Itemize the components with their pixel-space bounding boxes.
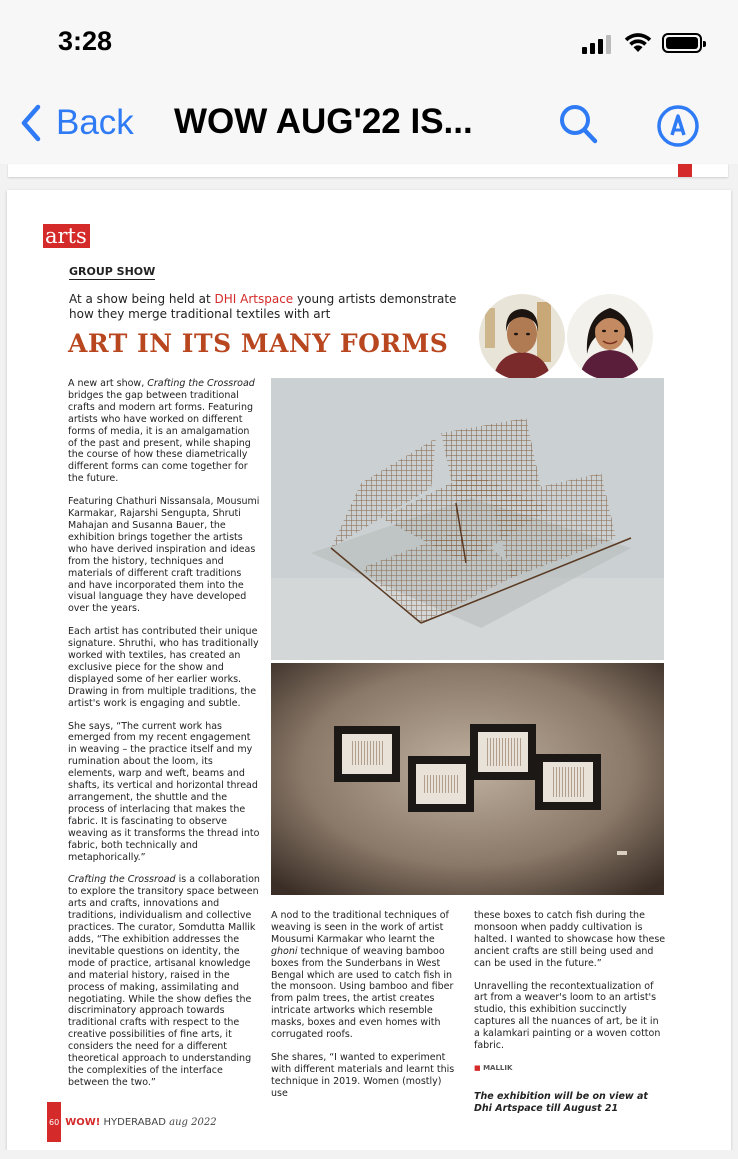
battery-icon xyxy=(662,33,702,53)
paragraph: A nod to the traditional techniques of weaving is seen in the work of artist Mousumi Karmakar who learnt the ghoni technique of weaving bamboo boxes from the Sunderbans in West Bengal which are used to catch fish in the monsoon. Using bamboo and fiber from palm trees, the artist creates intricate artworks which resemble masks, boxes and even homes with corrugated roofs. xyxy=(271,910,454,1041)
portrait-mousumi-karmakar xyxy=(479,294,565,380)
article-headline: ART IN ITS MANY FORMS xyxy=(68,329,449,358)
magazine-page[interactable] xyxy=(7,190,731,1150)
navigation-bar xyxy=(0,86,738,165)
search-button[interactable] xyxy=(558,102,600,150)
article-kicker: GROUP SHOW xyxy=(69,265,156,278)
paragraph: A new art show, Crafting the Crossroad bridges the gap between traditional crafts and modern art forms. Featuring artists who have worked on different forms of media, it is an amalgamation of the past and present, while shaping the course of how these diametrically different forms can come together for the future. xyxy=(68,378,255,485)
text-column-2 xyxy=(271,910,461,1111)
document-title: WOW AUG'22 IS... xyxy=(174,102,473,141)
previous-page-edge[interactable] xyxy=(8,164,728,177)
gallery-frames-photo xyxy=(271,663,664,895)
article-standfirst: At a show being held at DHI Artspace young artists demonstrate how they merge traditional textiles with art xyxy=(69,292,457,321)
section-tag: arts xyxy=(43,224,90,248)
author-byline: ■ MALLIK xyxy=(474,1063,513,1072)
page-footer xyxy=(47,1110,217,1134)
exhibition-note: The exhibition will be on view at Dhi Artspace till August 21 xyxy=(474,1090,648,1114)
chevron-left-icon xyxy=(20,103,42,143)
paragraph: She shares, “I wanted to experiment with different materials and learnt this technique in 2019. Women (mostly) use xyxy=(271,1051,455,1099)
paragraph: Unravelling the recontextualization of art from a weaver's loom to an artist's studio, this exhibition succinctly captures all the nuances of art, be it in a kalamkari painting or a woven cotton fabric. xyxy=(474,980,661,1052)
paragraph: Featuring Chathuri Nissansala, Mousumi Karmakar, Rajarshi Sengupta, Shruti Mahajan and Susanna Bauer, the exhibition brings together the artists who have derived inspiration and ideas from the history, techniques and materials of different craft traditions and have incorporated them into the visual language they have developed over the years. xyxy=(68,496,260,615)
paragraph: She says, “The current work has emerged from my recent engagement in weaving – the practice itself and my rumination about the loom, its elements, warp and weft, beams and shafts, its vertical and horizontal thread arrangement, the shuttle and the process of interlacing that makes the fabric. It is fascinating to observe weaving as it transforms the thread into fabric, both technically and metaphorically.” xyxy=(68,720,260,863)
text-column-3 xyxy=(474,910,666,1126)
footer-masthead: WOW! HYDERABAD aug 2022 xyxy=(65,1116,217,1128)
wifi-icon xyxy=(622,30,654,54)
status-bar xyxy=(0,0,738,86)
back-button[interactable] xyxy=(20,100,134,146)
bottom-gap xyxy=(0,1150,738,1159)
text-column-1 xyxy=(68,378,261,1100)
venue-highlight: DHI Artspace xyxy=(214,292,294,306)
sculpture-photo xyxy=(271,378,664,660)
markup-pen-icon xyxy=(656,104,700,148)
search-icon xyxy=(558,102,600,146)
portrait-shruti-mahajan xyxy=(567,294,653,380)
back-label: Back xyxy=(56,103,134,142)
cellular-signal-icon xyxy=(582,34,616,54)
page-number: 60 xyxy=(47,1102,61,1142)
previous-page-accent xyxy=(678,164,692,177)
paragraph: these boxes to catch fish during the monsoon when paddy cultivation is halted. I wanted to showcase how these ancient crafts are still being used and can be used in the future.” xyxy=(474,910,666,969)
markup-button[interactable] xyxy=(656,104,700,152)
paragraph: Crafting the Crossroad is a collaboration to explore the transitory space between arts and crafts, innovations and traditions, individualism and collective practices. The curator, Somdutta Mallik adds, “The exhibition addresses the inevitable questions on identity, the mode of practice, artisanal knowledge and material history, raised in the process of making, assimilating and negotiating. While the show defies the discriminatory approach towards traditional crafts with respect to the creative possibilities of fine arts, it considers the need for a different theoretical approach to understanding the complexities of the interface between the two.” xyxy=(68,874,260,1088)
status-time: 3:28 xyxy=(58,26,113,56)
paragraph: Each artist has contributed their unique signature. Shruthi, who has traditionally worked with textiles, has created an exclusive piece for the show and displayed some of her earlier works. Drawing in from multiple traditions, the artist's work is engaging and subtle. xyxy=(68,626,259,709)
